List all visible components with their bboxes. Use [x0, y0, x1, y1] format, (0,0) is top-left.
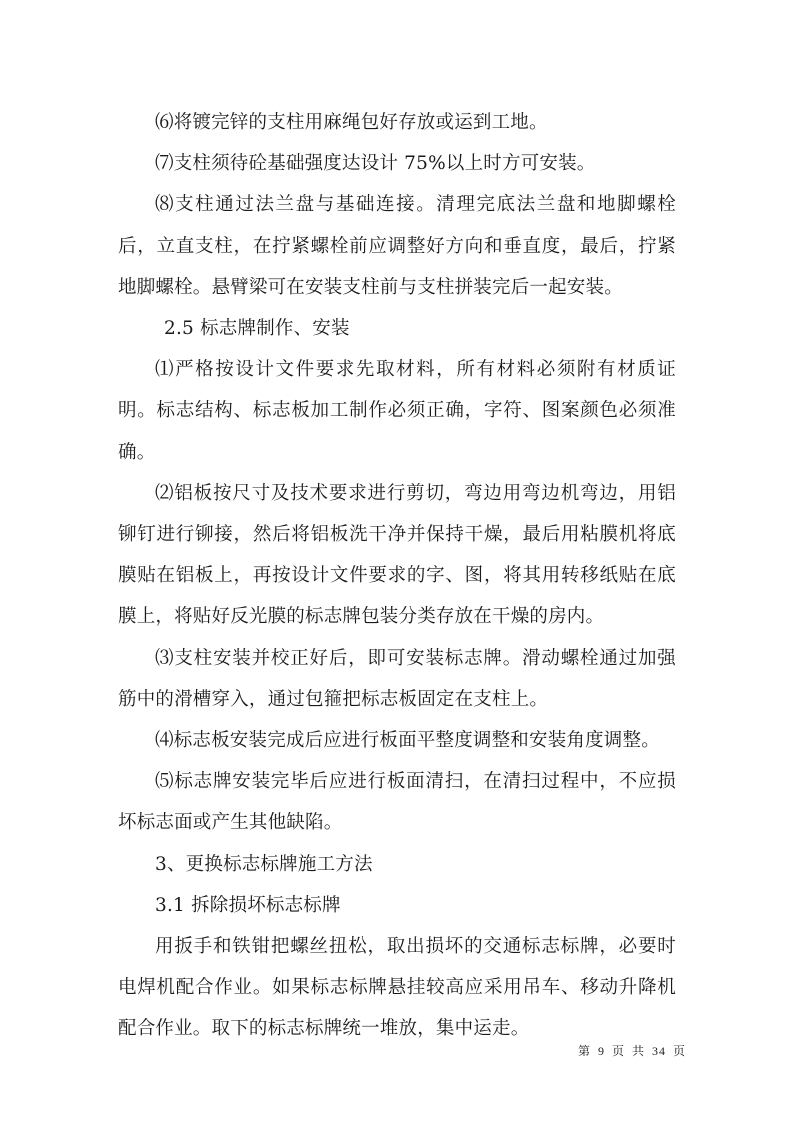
paragraph-removal: 用扳手和铁钳把螺丝扭松，取出损坏的交通标志标牌，必要时电焊机配合作业。如果标志标牌悬挂较高应采用吊车、移动升降机配合作业。取下的标志标牌统一堆放，集中运走。: [118, 936, 676, 1040]
paragraph-item-8: ⑻支柱通过法兰盘与基础连接。清理完底法兰盘和地脚螺栓后，立直支柱，在拧紧螺栓前应调整好方向和垂直度，最后，拧紧地脚螺栓。悬臂梁可在安装支柱前与支柱拼装完后一起安装。: [118, 194, 676, 298]
document-page: [118, 102, 676, 1050]
page-number-footer: 第 9 页 共 34 页: [578, 1044, 687, 1058]
paragraph-sign-item-2: ⑵铝板按尺寸及技术要求进行剪切，弯边用弯边机弯边，用铝铆钉进行铆接，然后将铝板洗干净并保持干燥，最后用粘膜机将底膜贴在铝板上，再按设计文件要求的字、图，将其用转移纸贴在底膜上，将贴好反光膜的标志牌包装分类存放在干燥的房内。: [118, 482, 676, 628]
paragraph-sign-item-3: ⑶支柱安装并校正好后，即可安装标志牌。滑动螺栓通过加强筋中的滑槽穿入，通过包箍把标志板固定在支柱上。: [118, 647, 676, 710]
paragraph-sign-item-4: ⑷标志板安装完成后应进行板面平整度调整和安装角度调整。: [155, 730, 660, 752]
paragraph-sign-item-1: ⑴严格按设计文件要求先取材料，所有材料必须附有材质证明。标志结构、标志板加工制作必须正确，字符、图案颜色必须准确。: [118, 359, 676, 463]
section-heading-2-5: 2.5 标志牌制作、安装: [164, 318, 350, 340]
paragraph-item-7: ⑺支柱须待砼基础强度达设计 75%以上时方可安装。: [155, 153, 596, 175]
section-heading-3-1: 3.1 拆除损坏标志标牌: [155, 894, 341, 916]
section-heading-3: 3、更换标志标牌施工方法: [155, 853, 373, 875]
paragraph-sign-item-5: ⑸标志牌安装完毕后应进行板面清扫，在清扫过程中，不应损坏标志面或产生其他缺陷。: [118, 771, 676, 834]
paragraph-item-6: ⑹将镀完锌的支柱用麻绳包好存放或运到工地。: [155, 112, 548, 133]
